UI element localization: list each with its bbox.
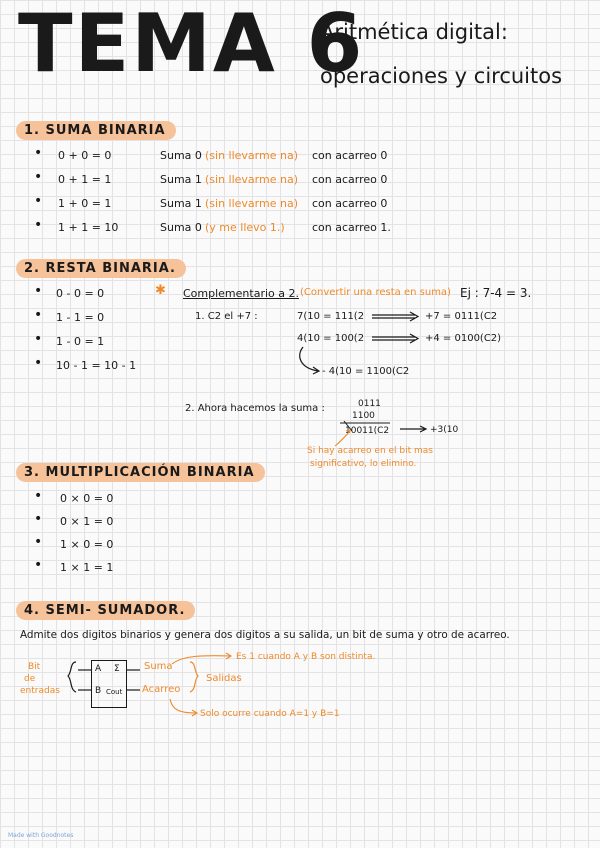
acarreo-note: Solo ocurre cuando A=1 y B=1 (200, 709, 340, 719)
star-icon: ✱ (155, 283, 166, 298)
bullet-icon: • (34, 355, 43, 371)
result-arrow-icon (400, 426, 426, 432)
subtitle-line-2: operaciones y circuitos (320, 64, 563, 88)
mul-op: 0 × 1 = 0 (60, 515, 114, 528)
sum-op: 1 + 1 = 10 (58, 221, 119, 234)
bullet-icon: • (34, 307, 43, 323)
step-1: 1. C2 el +7 : (195, 311, 258, 322)
sum-result: Suma 0 (160, 221, 202, 234)
expr-2: 4(10 = 100(2 (297, 333, 365, 344)
sub-op: 0 - 0 = 0 (56, 287, 105, 300)
double-arrow-icon (372, 312, 418, 343)
outputs-label: Salidas (206, 673, 242, 684)
sum-line-1: 0111 (358, 399, 381, 409)
sub-op: 1 - 0 = 1 (56, 335, 105, 348)
carry-note-2: significativo, lo elimino. (310, 459, 417, 469)
page-title: TEMA 6 (18, 0, 365, 90)
acarreo-arrow-icon (170, 699, 197, 716)
sum-result: Suma 1 (160, 173, 202, 186)
sum-note: (y me llevo 1.) (205, 221, 285, 234)
section-heading-semisumador: 4. SEMI- SUMADOR. (16, 601, 195, 620)
note-arrow-icon (335, 430, 350, 446)
output-acarreo: Acarreo (142, 684, 181, 695)
input-label-de: de (24, 674, 36, 684)
sum-carry: con acarreo 0 (312, 197, 388, 210)
goodnotes-logo: Made with Goodnotes (8, 832, 74, 839)
mul-op: 1 × 0 = 0 (60, 538, 114, 551)
sum-op: 1 + 0 = 1 (58, 197, 112, 210)
step-2: 2. Ahora hacemos la suma : (185, 403, 325, 414)
sum-op: 0 + 0 = 0 (58, 149, 112, 162)
sum-carry: con acarreo 0 (312, 173, 388, 186)
input-b-label: B (95, 686, 102, 696)
half-adder-description: Admite dos digitos binarios y genera dos digitos a su salida, un bit de suma y otro de acarreo. (20, 629, 510, 641)
sub-op: 1 - 1 = 0 (56, 311, 105, 324)
result-1: +7 = 0111(C2 (425, 311, 498, 322)
mul-op: 1 × 1 = 1 (60, 561, 114, 574)
suma-note: Es 1 cuando A y B son distinta. (236, 652, 376, 662)
sum-note: (sin llevarme na) (205, 197, 298, 210)
input-a-label: A (95, 664, 102, 674)
subtitle-line-1: Aritmética digital: (320, 20, 508, 44)
input-label-bit: Bit (28, 662, 41, 672)
bullet-icon: • (34, 169, 43, 185)
section-heading-multiplicacion: 3. MULTIPLICACIÓN BINARIA (16, 463, 265, 482)
bullet-icon: • (34, 331, 43, 347)
hook-arrow-icon (300, 347, 318, 371)
bullet-icon: • (34, 557, 43, 573)
bullet-icon: • (34, 193, 43, 209)
output-suma: Suma (144, 661, 173, 672)
bullet-icon: • (34, 145, 43, 161)
sum-carry: con acarreo 0 (312, 149, 388, 162)
sum-line-2: 1100 (352, 411, 375, 421)
sum-carry: con acarreo 1. (312, 221, 391, 234)
bullet-icon: • (34, 488, 43, 504)
mul-op: 0 × 0 = 0 (60, 492, 114, 505)
sum-note: (sin llevarme na) (205, 173, 298, 186)
input-label-entradas: entradas (20, 686, 60, 696)
input-brace-icon (68, 662, 76, 692)
complement-label: Complementario a 2. (183, 287, 299, 300)
sum-note: (sin llevarme na) (205, 149, 298, 162)
sum-symbol: Σ (114, 664, 120, 674)
sum-result: +3(10 (430, 425, 459, 435)
section-heading-suma: 1. SUMA BINARIA (16, 121, 176, 140)
sum-result: Suma 0 (160, 149, 202, 162)
bullet-icon: • (34, 217, 43, 233)
carry-out-label: Cout (106, 688, 123, 696)
result-2: +4 = 0100(C2) (425, 333, 502, 344)
output-brace-icon (190, 662, 198, 692)
sum-line-3: 10011(C2 (345, 426, 390, 436)
sum-op: 0 + 1 = 1 (58, 173, 112, 186)
sub-op: 10 - 1 = 10 - 1 (56, 359, 137, 372)
expr-1: 7(10 = 111(2 (297, 311, 365, 322)
bullet-icon: • (34, 283, 43, 299)
suma-arrow-icon (172, 653, 231, 664)
section-heading-resta: 2. RESTA BINARIA. (16, 259, 186, 278)
carry-note-1: Si hay acarreo en el bit mas (307, 446, 433, 456)
sum-result: Suma 1 (160, 197, 202, 210)
bullet-icon: • (34, 534, 43, 550)
convert-note: (Convertir una resta en suma) (300, 287, 451, 298)
negative-expr: - 4(10 = 1100(C2 (322, 366, 410, 377)
bullet-icon: • (34, 511, 43, 527)
example-label: Ej : 7-4 = 3. (460, 286, 532, 300)
